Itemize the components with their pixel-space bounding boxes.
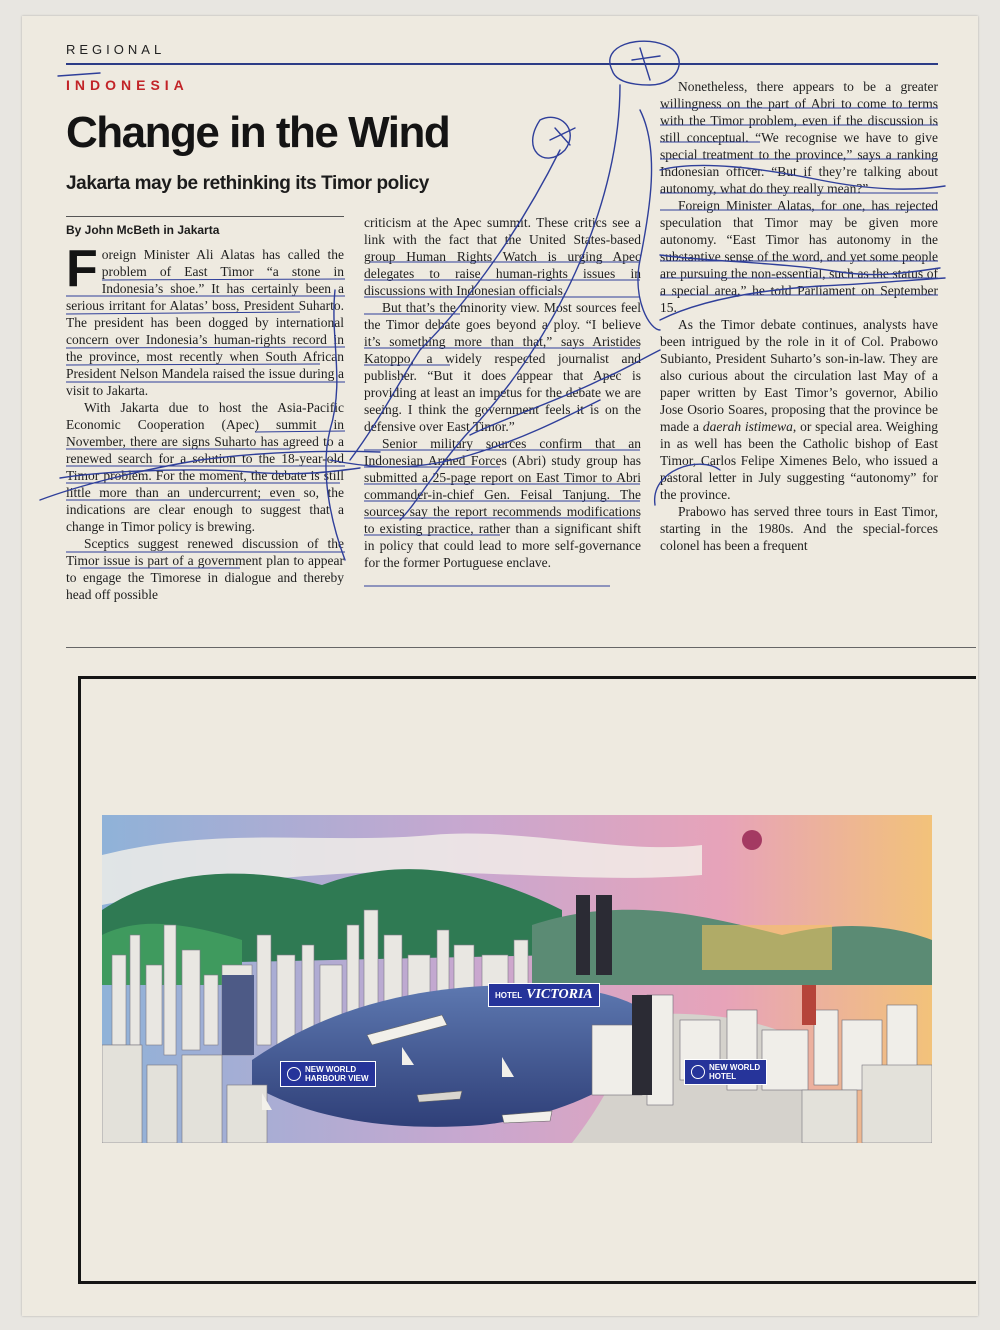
paragraph: Nonetheless, there appears to be a greater willingness on the part of Abri to come to terms with the Timor problem, even if the discussion is still conceptual. “We recognise we have to give special treatment to the province,” says a ranking Indonesian officer. “But if they’re talking about autonomy, what do they really mean?” (660, 79, 938, 196)
sign-new-world-harbour-view (280, 1061, 376, 1087)
section-label: REGIONAL (66, 42, 166, 57)
paragraph: Senior military sources confirm that an Indonesian Armed Forces (Abri) study group has submitted a 25-page report on East Timor to Abri commander-in-chief Gen. Feisal Tanjung. The sources say the report recommends modifications to existing practice, rather than a significant shift in policy that could lead to more self-governance for the former Portuguese enclave. (364, 436, 641, 570)
headline: Change in the Wind (66, 108, 450, 157)
sign-label: NEW WORLD HOTEL (709, 1063, 761, 1081)
sign-label: NEW WORLD HARBOUR VIEW (305, 1065, 369, 1083)
paragraph: Prabowo has served three tours in East Timor, starting in the 1980s. And the special-forces colonel has been a frequent (660, 504, 938, 553)
article-end-rule (66, 647, 976, 648)
harbour-illustration-art (102, 815, 932, 1143)
article-column-1 (66, 240, 344, 603)
hotel-logo-icon (287, 1067, 301, 1081)
paragraph: But that’s the minority view. Most sources feel the Timor debate goes beyond a ploy. “I believe it’s something more than that,” says Aristides Katoppo, a widely respected journalist and publisher. “But it does appear that Apec is providing at least an impetus for the debate we are seeing. I think the government feels it is on the defensive over East Timor.” (364, 300, 641, 434)
harbour-illustration (102, 815, 932, 1143)
paragraph: criticism at the Apec summit. These critics see a link with the fact that the United States-based group Human Rights Watch is urging Apec delegates to raise human-rights issues in discussions with Indonesian officials. (364, 215, 641, 298)
paragraph-text: oreign Minister Ali Alatas has called the problem of East Timor “a stone in Indonesia’s shoe.” It has certainly been a serious irritant for Alatas’ boss, President Suharto. The president has been dogged by international concern over Indonesia’s human-rights record in the province, most recently when South African President Nelson Mandela raised the issue during a visit to Jakarta. (66, 247, 344, 398)
byline-rule (66, 216, 344, 217)
foreign-term: daerah istimewa (702, 419, 793, 434)
article-column-3 (660, 78, 938, 554)
sign-label: VICTORIA (526, 987, 593, 1002)
sign-new-world-hotel (684, 1059, 767, 1085)
sign-label-small: HOTEL (495, 990, 523, 1000)
drop-cap: F (66, 240, 98, 298)
byline: By John McBeth in Jakarta (66, 223, 220, 237)
sign-hotel-victoria (488, 983, 600, 1007)
paragraph (66, 240, 344, 399)
paragraph: Sceptics suggest renewed discussion of the Timor issue is part of a government plan to appear to engage the Timorese in dialogue and thereby head off possible (66, 536, 344, 602)
article-column-2 (364, 214, 641, 571)
paragraph: Foreign Minister Alatas, for one, has rejected speculation that Timor may be given more autonomy. “East Timor has autonomy in the substantive sense of the word, and yet some people are pursuing the non-essential, such as the status of a special area,” he told Parliament on September 15. (660, 198, 938, 315)
paragraph: With Jakarta due to host the Asia-Pacific Economic Cooperation (Apec) summit in November, there are signs Suharto has agreed to a renewed search for a solution to the 18-year-old Timor problem. For the moment, the debate is still little more than an undercurrent; even so, the indications are clear enough to suggest that a change in Timor policy is brewing. (66, 400, 344, 534)
paragraph: As the Timor debate continues, analysts have been intrigued by the role in it of Col. Prabowo Subianto, President Suharto’s son-in-law. They are also curious about the circulation last May of a paper written by East Timor’s governor, Abilio Jose Osorio Soares, proposing that the province be made a daerah istimewa, or special area. Weighing in as well has been the Catholic bishop of East Timor, Carlos Felipe Ximenes Belo, who issued a pastoral letter in July suggesting “autonomy” for the province. (660, 317, 938, 502)
hotel-logo-icon (691, 1065, 705, 1079)
kicker: INDONESIA (66, 77, 189, 93)
section-rule (66, 63, 938, 65)
deck: Jakarta may be rethinking its Timor policy (66, 173, 429, 194)
